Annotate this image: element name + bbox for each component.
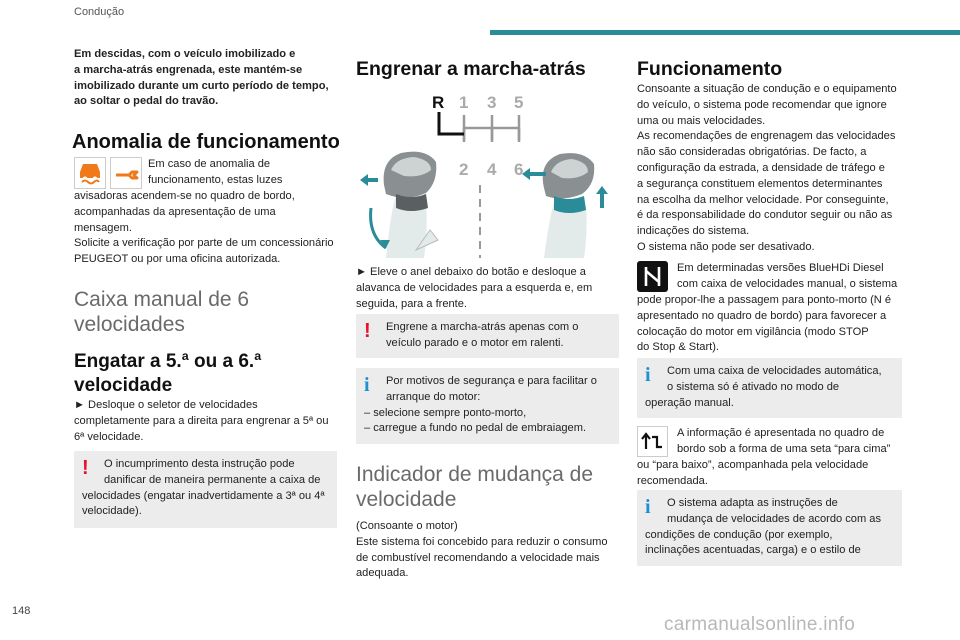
header-accent-bar [490, 30, 960, 35]
engage-title [74, 350, 339, 398]
shift-arrow-icon [637, 426, 668, 457]
gear-label-2: 2 [459, 160, 469, 179]
indicator-line: adequada. [356, 567, 409, 580]
intro-line: Em descidas, com o veículo imobilizado e [74, 48, 296, 60]
func-line: é da responsabilidade do condutor seguir ou não as [637, 209, 893, 222]
func-line: não são consideradas obrigatórias. De facto, a [637, 146, 867, 159]
bluehdi-line: Em determinadas versões BlueHDi Diesel [677, 262, 884, 274]
gear-label-5: 5 [514, 93, 524, 112]
anomaly-line: Em caso de anomalia de [148, 158, 271, 170]
gearbox-title [74, 287, 339, 337]
info-icon: i [364, 374, 370, 396]
display-line: recomendada. [637, 474, 708, 487]
indicator-line: de combustível recomendando a velocidade mais [356, 551, 600, 564]
gear-label-3: 3 [487, 93, 497, 112]
auto-line: Com uma caixa de velocidades automática, [667, 365, 882, 377]
warning-line: O incumprimento desta instrução pode [104, 458, 295, 470]
func-title: Funcionamento [637, 58, 783, 80]
info-icon: i [645, 364, 651, 386]
anomaly-line: PEUGEOT ou por uma oficina autorizada. [74, 253, 281, 266]
reverse-info-callout [356, 368, 619, 444]
engage-line: completamente para a direita para engrenar a 5ª ou [74, 414, 329, 427]
func-text [637, 82, 912, 256]
anomaly-title: Anomalia de funcionamento [72, 131, 340, 153]
info-icon: i [645, 496, 651, 518]
adapt-line: inclinações acentuadas, carga) e o estilo de [645, 544, 861, 557]
auto-line: o sistema só é ativado no modo de [667, 380, 840, 393]
indicator-line: (Consoante o motor) [356, 520, 458, 532]
anomaly-line: Solicite a verificação por parte de um concessionário [74, 237, 334, 250]
adapt-line: O sistema adapta as instruções de [667, 497, 838, 509]
func-line: do veículo, o sistema pode recomendar que ignore [637, 98, 887, 111]
info-line: – carregue a fundo no pedal de embraiagem. [364, 422, 587, 435]
warning-line: velocidade). [82, 505, 142, 518]
display-line: A informação é apresentada no quadro de [677, 427, 885, 439]
bluehdi-text [677, 261, 912, 293]
info-line: – selecione sempre ponto-morto, [364, 406, 527, 419]
bluehdi-text-cont [637, 293, 912, 356]
engage-text [74, 398, 344, 445]
service-wrench-icon [110, 157, 142, 189]
bluehdi-line: pode propor-lhe a passagem para ponto-morto (N é [637, 294, 892, 306]
indicator-text [356, 519, 626, 582]
warning-callout [74, 451, 337, 528]
bluehdi-line: com caixa de velocidades manual, o sistema [677, 277, 898, 290]
adapt-info-callout [637, 490, 902, 566]
func-line: a segurança constituem elementos determinantes [637, 177, 883, 190]
intro-line: a marcha-atrás engrenada, este mantém-se [74, 63, 303, 76]
info-line: Por motivos de segurança e para facilitar o [386, 375, 597, 387]
reverse-warning-callout [356, 314, 619, 358]
gear-label-r: R [432, 93, 445, 112]
reverse-line: seguida, para a frente. [356, 297, 468, 310]
warning-line: velocidades (engatar inadvertidamente a 3ª ou 4ª [82, 489, 325, 502]
section-label: Condução [74, 6, 125, 18]
gear-label-4: 4 [487, 160, 497, 179]
display-line: bordo sob a forma de uma seta “para cima” [677, 442, 891, 455]
intro-line: imobilizado durante um curto período de tempo, [74, 79, 329, 92]
watermark: carmanualsonline.info [664, 614, 856, 635]
auto-info-callout [637, 358, 902, 418]
adapt-line: condições de condução (por exemplo, [645, 528, 833, 541]
indicator-title-line: Indicador de mudança de [356, 463, 593, 486]
warning-icon: ! [82, 457, 89, 479]
bluehdi-line: colocação do motor em vigilância (modo STOP [637, 325, 869, 338]
reverse-line: alavanca de velocidades para a esquerda e, em [356, 281, 593, 294]
gear-label-1: 1 [459, 93, 469, 112]
intro-line: ao soltar o pedal do travão. [74, 95, 219, 108]
neutral-indicator-icon [637, 261, 668, 292]
anomaly-text-cont [74, 189, 349, 268]
anomaly-line: avisadoras acendem-se no quadro de bordo, [74, 190, 295, 202]
reverse-title: Engrenar a marcha-atrás [356, 58, 586, 80]
warning-line: danificar de maneira permanente a caixa de [104, 473, 321, 486]
adapt-line: mudança de velocidades de acordo com as [667, 512, 881, 525]
intro-paragraph [74, 47, 339, 110]
reverse-line: ► Eleve o anel debaixo do botão e desloque a [356, 266, 586, 278]
func-line: As recomendações de engrenagem das velocidades [637, 130, 896, 143]
gear-shift-illustration [356, 90, 621, 260]
bluehdi-line: do Stop & Start). [637, 341, 720, 354]
anomaly-text [148, 157, 348, 189]
indicator-title [356, 462, 621, 512]
gear-label-6: 6 [514, 160, 524, 179]
engage-line: 6ª velocidade. [74, 430, 144, 443]
indicator-line: Este sistema foi concebido para reduzir o consumo [356, 535, 608, 548]
gearbox-title-line: velocidades [74, 313, 185, 336]
warn-line: Engrene a marcha-atrás apenas com o [386, 321, 579, 333]
reverse-text [356, 265, 626, 312]
gearbox-title-line: Caixa manual de 6 [74, 288, 250, 311]
engage-line: ► Desloque o seletor de velocidades [74, 399, 258, 411]
warning-icon: ! [364, 320, 371, 342]
auto-line: operação manual. [645, 396, 734, 409]
display-text [677, 426, 912, 458]
func-line: na escolha da melhor velocidade. Por conseguinte, [637, 193, 889, 206]
display-line: ou “para baixo”, acompanhada pela velocidade [637, 459, 869, 471]
bluehdi-line: apresentado no quadro de bordo) para favorecer a [637, 309, 887, 322]
stability-control-icon [74, 157, 106, 189]
indicator-title-line: velocidade [356, 488, 457, 511]
func-line: configuração da estrada, a densidade de tráfego e [637, 161, 885, 174]
anomaly-line: acompanhadas da apresentação de uma [74, 205, 276, 218]
func-line: Consoante a situação de condução e o equipamento [637, 83, 897, 95]
anomaly-line: mensagem. [74, 221, 132, 234]
func-line: indicações do sistema. [637, 225, 750, 238]
info-line: arranque do motor: [386, 390, 481, 403]
anomaly-line: funcionamento, estas luzes [148, 173, 283, 186]
engage-title-line: Engatar a 5.ª ou a 6.ª [74, 351, 262, 372]
warning-lights [74, 157, 142, 191]
warn-line: veículo parado e o motor em ralenti. [386, 336, 564, 349]
page-number: 148 [12, 605, 31, 617]
display-text-cont [637, 458, 912, 490]
func-line: uma ou mais velocidades. [637, 114, 766, 127]
func-line: O sistema não pode ser desativado. [637, 240, 815, 253]
engage-title-line: velocidade [74, 375, 173, 396]
